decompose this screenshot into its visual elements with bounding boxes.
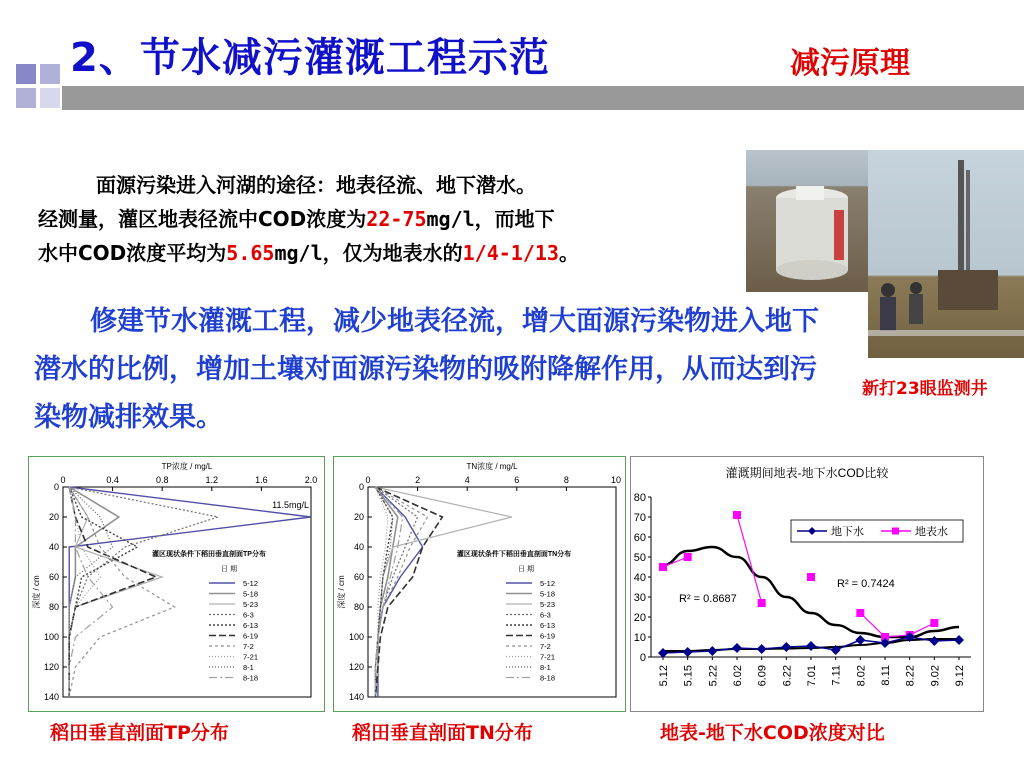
legend-label-6-13: 6-13 xyxy=(540,621,556,630)
legend-label-5-23: 5-23 xyxy=(540,600,556,609)
legend-label-6-13: 6-13 xyxy=(243,621,259,630)
y-tick-label: 60 xyxy=(353,572,364,582)
ground-point xyxy=(757,644,767,654)
page-title: 2、节水减污灌溉工程示范 xyxy=(70,35,550,81)
legend-label-6-19: 6-19 xyxy=(243,631,259,641)
legend-marker-surface xyxy=(892,528,899,535)
surface-point xyxy=(930,619,938,627)
x-tick-label: 5.12 xyxy=(658,665,670,687)
ground-point xyxy=(781,642,791,652)
drilling-illustration xyxy=(868,150,1024,358)
cod-ratio: 1/4-1/13 xyxy=(462,241,559,265)
x-tick-label: 6.09 xyxy=(756,665,769,687)
series-line-7-2 xyxy=(375,487,427,697)
x-tick-label: 6 xyxy=(514,475,520,485)
legend-label-5-12: 5-12 xyxy=(243,579,259,588)
y-tick-label: 140 xyxy=(43,692,59,702)
annotation-label: 11.5mg/L xyxy=(272,500,309,510)
x-tick-label: 0.4 xyxy=(106,475,119,485)
y-tick-label: 80 xyxy=(48,602,59,612)
y-tick-label: 100 xyxy=(348,632,364,642)
series-line-8-18 xyxy=(375,487,402,697)
photo-caption: 新打23眼监测井 xyxy=(862,379,988,399)
series-line-8-18 xyxy=(69,487,112,697)
x-tick-label: 7.01 xyxy=(806,665,818,687)
y-tick-label: 20 xyxy=(48,512,59,522)
ground-point xyxy=(954,635,964,645)
trend-line-surface xyxy=(663,547,959,637)
well-illustration xyxy=(746,150,868,292)
x-tick-label: 4 xyxy=(464,475,470,485)
intro-line-1: 面源污染进入河湖的途径：地表径流、地下潜水。 xyxy=(96,173,536,197)
y-axis-title: 深度 / cm xyxy=(337,575,346,609)
x-tick-label: 8.02 xyxy=(855,665,868,687)
x-axis-title: TN浓度 / mg/L xyxy=(466,462,518,471)
legend-label-8-1: 8-1 xyxy=(243,663,254,672)
y-tick-label: 50 xyxy=(633,552,646,564)
drilling-photo xyxy=(868,150,1024,358)
cod-ground-mean: 5.65 xyxy=(226,241,275,265)
cod-chart-panel xyxy=(630,456,984,712)
ground-point xyxy=(929,636,939,646)
ground-point xyxy=(855,635,865,645)
ground-point xyxy=(683,647,693,657)
y-tick-label: 10 xyxy=(633,632,646,644)
cod-surface-range: 22-75 xyxy=(366,207,427,231)
y-tick-label: 0 xyxy=(53,482,59,492)
page-subtitle: 减污原理 xyxy=(790,46,910,81)
inner-chart-title: 灌区现状条件下稻田垂直剖面TP分布 xyxy=(152,551,266,558)
legend-label-6-3: 6-3 xyxy=(243,610,254,620)
ground-point xyxy=(806,641,816,651)
intro-text: mg/l，仅为地表水的 xyxy=(274,241,463,265)
x-tick-label: 6.02 xyxy=(732,665,744,687)
x-tick-label: 6.22 xyxy=(781,665,794,687)
legend-label-5-12: 5-12 xyxy=(540,579,556,588)
tp-profile-chart xyxy=(29,457,324,711)
x-tick-label: 2 xyxy=(415,475,421,485)
legend-label-8-1: 8-1 xyxy=(540,663,551,672)
inner-chart-title: 灌区现状条件下稻田垂直剖面TN分布 xyxy=(456,551,572,558)
legend-label-7-21: 7-21 xyxy=(540,652,556,662)
intro-text: mg/l，而地下 xyxy=(426,207,555,231)
surface-point xyxy=(733,511,741,519)
y-tick-label: 80 xyxy=(633,492,646,504)
monitoring-well-photo xyxy=(746,150,868,292)
legend-title: 日 期 xyxy=(518,566,534,573)
y-tick-label: 80 xyxy=(353,602,364,612)
x-tick-label: 8.11 xyxy=(880,665,892,686)
x-tick-label: 0 xyxy=(60,475,66,485)
x-tick-label: 8 xyxy=(563,475,569,485)
intro-line-2 xyxy=(38,202,738,236)
y-tick-label: 60 xyxy=(48,572,59,582)
tn-profile-chart xyxy=(334,457,625,711)
surface-point xyxy=(684,553,692,561)
x-tick-label: 7.11 xyxy=(830,665,843,686)
legend-label-surface: 地表水 xyxy=(915,526,948,538)
x-axis-title: TP浓度 / mg/L xyxy=(161,462,213,471)
surface-point xyxy=(758,599,766,607)
y-tick-label: 30 xyxy=(633,592,646,604)
legend-label-7-2: 7-2 xyxy=(540,642,551,651)
legend-label-8-18: 8-18 xyxy=(243,673,259,683)
series-line-5-12 xyxy=(375,487,422,697)
decor-square xyxy=(16,64,36,84)
y-tick-label: 0 xyxy=(358,482,364,492)
y-tick-label: 120 xyxy=(348,662,364,672)
x-tick-label: 8.22 xyxy=(904,665,917,687)
y-axis-title: 深度 / cm xyxy=(32,575,41,609)
legend-label-ground: 地下水 xyxy=(831,526,864,538)
y-tick-label: 0 xyxy=(639,652,646,664)
decor-square xyxy=(40,64,60,84)
chart-title: 灌溉期间地表-地下水COD比较 xyxy=(725,466,889,480)
series-line-5-12 xyxy=(69,487,311,697)
tn-chart-panel xyxy=(333,456,626,712)
legend-title: 日 期 xyxy=(221,566,237,573)
y-tick-label: 100 xyxy=(43,632,59,642)
decor-square xyxy=(16,88,36,108)
x-tick-label: 1.2 xyxy=(205,475,219,485)
y-tick-label: 60 xyxy=(633,532,646,544)
x-tick-label: 1.6 xyxy=(255,475,268,485)
y-tick-label: 20 xyxy=(353,512,364,522)
cod-caption: 地表-地下水COD浓度对比 xyxy=(660,722,885,744)
surface-point xyxy=(659,563,667,571)
r2-label-ground: R² = 0.8687 xyxy=(679,593,737,605)
intro-line-3 xyxy=(38,236,738,270)
legend-label-5-23: 5-23 xyxy=(243,600,259,609)
highlight-paragraph xyxy=(34,298,834,442)
y-tick-label: 120 xyxy=(43,662,59,672)
series-line-7-21 xyxy=(69,487,100,697)
intro-paragraph xyxy=(38,168,738,270)
decor-square xyxy=(40,88,60,108)
highlight-text: 修建节水灌溉工程，减少地表径流，增大面源污染物进入地下潜水的比例，增加土壤对面源污染物的吸附降解作用，从而达到污染物减排效果。 xyxy=(34,306,819,433)
surface-point xyxy=(856,609,864,617)
series-line-6-19 xyxy=(375,487,442,697)
tn-caption: 稻田垂直剖面TN分布 xyxy=(352,722,533,744)
intro-text: 水中COD浓度平均为 xyxy=(38,241,227,265)
x-tick-label: 5.22 xyxy=(707,665,720,687)
cod-comparison-chart xyxy=(631,457,983,711)
y-tick-label: 20 xyxy=(633,612,646,624)
series-line-6-13 xyxy=(69,487,137,697)
legend-label-7-21: 7-21 xyxy=(243,652,259,662)
series-line-6-3 xyxy=(69,487,218,697)
y-tick-label: 40 xyxy=(353,542,364,552)
tp-chart-panel xyxy=(28,456,325,712)
y-tick-label: 70 xyxy=(633,512,646,524)
legend-label-6-3: 6-3 xyxy=(540,610,551,620)
intro-text: 经测量，灌区地表径流中COD浓度为 xyxy=(38,207,367,231)
legend-label-5-18: 5-18 xyxy=(540,589,556,599)
x-tick-label: 9.12 xyxy=(954,665,966,687)
ground-point xyxy=(707,646,717,656)
legend-label-6-19: 6-19 xyxy=(540,631,556,641)
series-line-5-23 xyxy=(375,487,511,697)
legend-label-8-18: 8-18 xyxy=(540,673,556,683)
x-tick-label: 5.15 xyxy=(682,665,695,687)
surface-point xyxy=(807,573,815,581)
r2-label-surface: R² = 0.7424 xyxy=(837,578,895,590)
x-tick-label: 0 xyxy=(365,475,371,485)
y-tick-label: 140 xyxy=(348,692,364,702)
y-tick-label: 40 xyxy=(48,542,59,552)
plot-frame xyxy=(368,487,616,697)
header-bar xyxy=(62,86,1024,110)
tp-caption: 稻田垂直剖面TP分布 xyxy=(50,722,229,744)
y-tick-label: 40 xyxy=(633,572,646,584)
x-tick-label: 0.8 xyxy=(155,475,169,485)
x-tick-label: 2.0 xyxy=(304,475,318,485)
intro-text: 。 xyxy=(558,241,579,265)
x-tick-label: 10 xyxy=(610,475,622,485)
ground-point xyxy=(732,643,742,653)
x-tick-label: 9.02 xyxy=(929,665,942,687)
legend-label-5-18: 5-18 xyxy=(243,589,259,599)
legend-label-7-2: 7-2 xyxy=(243,642,254,651)
